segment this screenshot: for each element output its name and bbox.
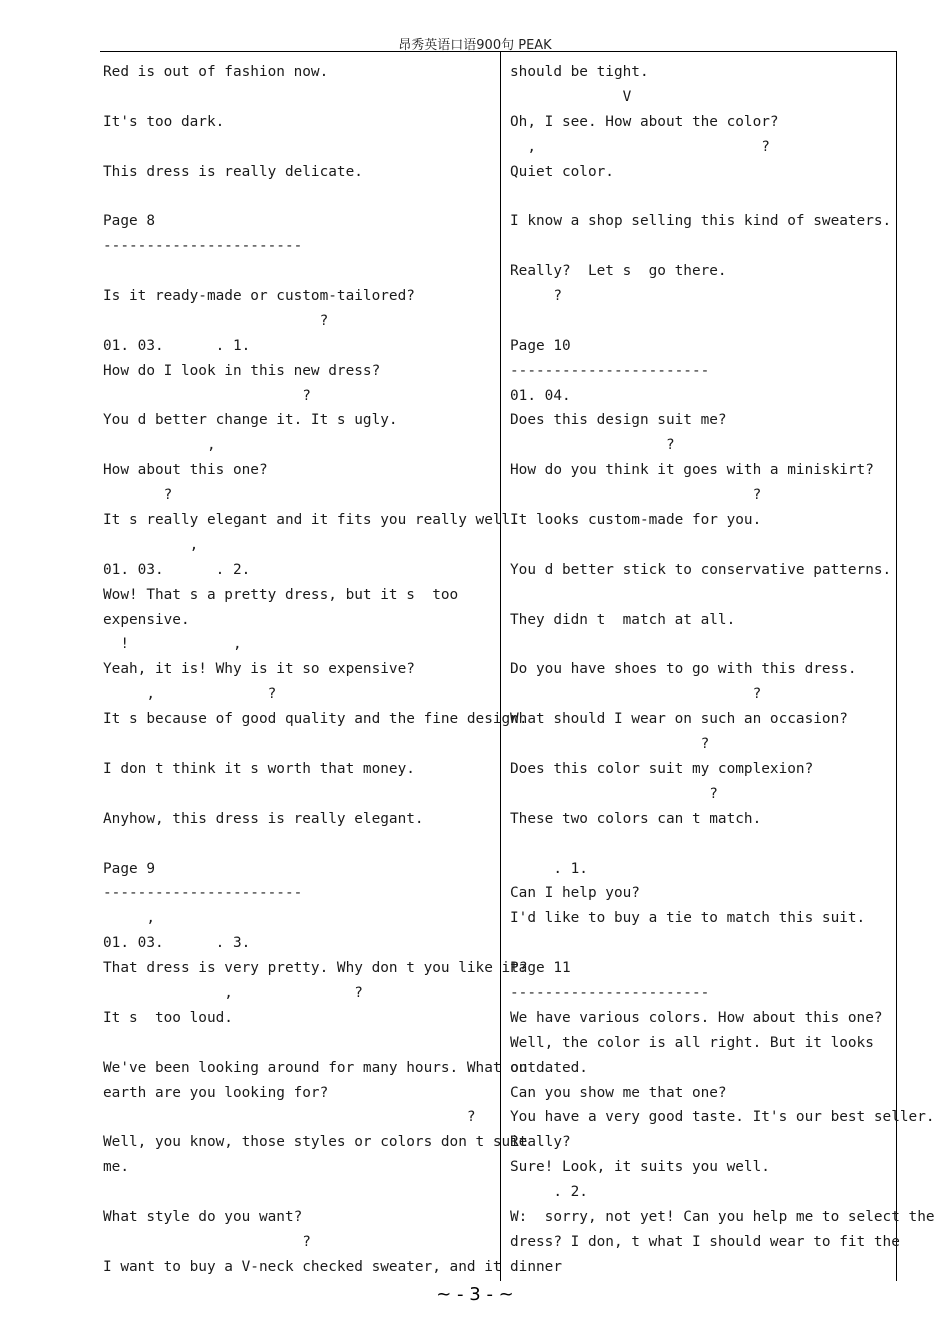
text-line: I'd like to buy a tie to match this suit. [510,910,866,927]
text-line: How about this one? [103,462,268,479]
text-line: , ? [510,138,770,155]
text-line: Does this color suit my complexion? [510,760,814,777]
text-line: I don t think it s worth that money. [103,760,415,777]
text-line: I want to buy a V-neck checked sweater, and it [103,1258,502,1275]
page-number: ~ - 3 - ~ [436,1284,514,1305]
text-line [103,832,495,857]
text-line: , [103,910,155,927]
text-line: Page 11 [510,960,571,977]
text-line: You d better stick to conservative patterns. [510,561,892,578]
text-line: ? [510,736,710,753]
text-line: These two colors can t match. [510,810,762,827]
text-line: , ? [103,984,363,1001]
text-line: Sure! Look, it suits you well. [510,1159,770,1176]
text-line: We have various colors. How about this one? [510,1009,883,1026]
text-line [510,832,902,857]
text-line: earth are you looking for? [103,1084,329,1101]
text-line [103,85,495,110]
text-line: , ? [103,686,277,703]
text-line: Page 10 [510,337,571,354]
text-line: What should I wear on such an occasion? [510,711,848,728]
text-line: Oh, I see. How about the color? [510,113,779,130]
text-line [510,309,902,334]
text-line [103,1180,495,1205]
text-line: How do I look in this new dress? [103,362,381,379]
text-line: ? [510,686,762,703]
text-line: It s too loud. [103,1009,233,1026]
text-line: Is it ready-made or custom-tailored? [103,288,415,305]
text-line: ----------------------- [103,238,303,255]
left-column [103,60,528,1280]
text-line: Can I help you? [510,885,640,902]
text-line: Do you have shoes to go with this dress. [510,661,857,678]
text-line [103,1031,495,1056]
text-line: Well, you know, those styles or colors don t suit [103,1134,528,1151]
text-line: ? [103,312,329,329]
page-header: 昂秀英语口语900句 PEAK [398,38,552,53]
text-line: 01. 04. [510,387,571,404]
text-line: Red is out of fashion now. [103,64,329,80]
text-line: Page 8 [103,213,155,230]
text-line: It s because of good quality and the fine design. [103,711,528,728]
text-line: , [103,437,216,454]
text-line [510,234,902,259]
text-line: ? [510,437,675,454]
text-line [103,259,495,284]
text-line: Wow! That s a pretty dress, but it s too [103,586,459,603]
text-line: That dress is very pretty. Why don t you like it? [103,960,528,977]
text-line: This dress is really delicate. [103,163,363,180]
header-rule [100,51,897,52]
text-line [510,184,902,209]
text-line: me. [103,1159,129,1176]
text-line: You have a very good taste. It's our best seller. [510,1109,935,1126]
column-divider [500,51,501,1281]
text-line: How do you think it goes with a miniskirt? [510,462,874,479]
right-column [510,60,935,1280]
text-line [103,782,495,807]
text-line: Anyhow, this dress is really elegant. [103,810,424,827]
text-line: It's too dark. [103,113,225,130]
text-line [510,533,902,558]
text-line: 01. 03. . 2. [103,561,251,578]
text-line: We've been looking around for many hours. What on [103,1059,528,1076]
text-line: . 1. [510,860,588,877]
text-line: ? [103,1109,476,1126]
text-line: ? [510,785,718,802]
text-line: ----------------------- [103,885,303,902]
text-line: ? [510,487,762,504]
text-line [510,583,902,608]
text-line: Does this design suit me? [510,412,727,429]
text-line: W: sorry, not yet! Can you help me to select the [510,1208,935,1225]
text-line: . 2. [510,1184,588,1201]
text-line: You d better change it. It s ugly. [103,412,398,429]
text-line: They didn t match at all. [510,611,736,628]
text-line: ? [103,387,311,404]
text-line: ? [103,1233,311,1250]
text-line: ? [510,288,562,305]
text-line [510,632,902,657]
text-line: What style do you want? [103,1208,303,1225]
text-line: outdated. [510,1059,588,1076]
text-line: , [103,536,199,553]
text-line: ----------------------- [510,362,710,379]
text-line [103,732,495,757]
text-line: dress? I don, t what I should wear to fit the [510,1233,900,1250]
text-line [510,931,902,956]
text-line: It looks custom-made for you. [510,512,762,529]
text-line: Quiet color. [510,163,614,180]
text-line: Really? Let s go there. [510,263,727,280]
text-line: I know a shop selling this kind of sweaters. [510,213,892,230]
text-line: expensive. [103,611,190,628]
text-line: ? [103,487,173,504]
text-line: 01. 03. . 1. [103,337,251,354]
text-line: ! , [103,636,242,653]
text-line: Yeah, it is! Why is it so expensive? [103,661,415,678]
text-line: Well, the color is all right. But it looks [510,1034,874,1051]
text-line: Page 9 [103,860,155,877]
text-line [103,184,495,209]
text-line: should be tight. [510,64,649,80]
text-line: Really? [510,1134,571,1151]
text-line: 01. 03. . 3. [103,935,251,952]
text-line: V [510,88,632,105]
text-line: ----------------------- [510,984,710,1001]
text-line: Can you show me that one? [510,1084,727,1101]
text-line: dinner [510,1258,562,1275]
text-line: It s really elegant and it fits you really well. [103,512,519,529]
text-line [103,135,495,160]
